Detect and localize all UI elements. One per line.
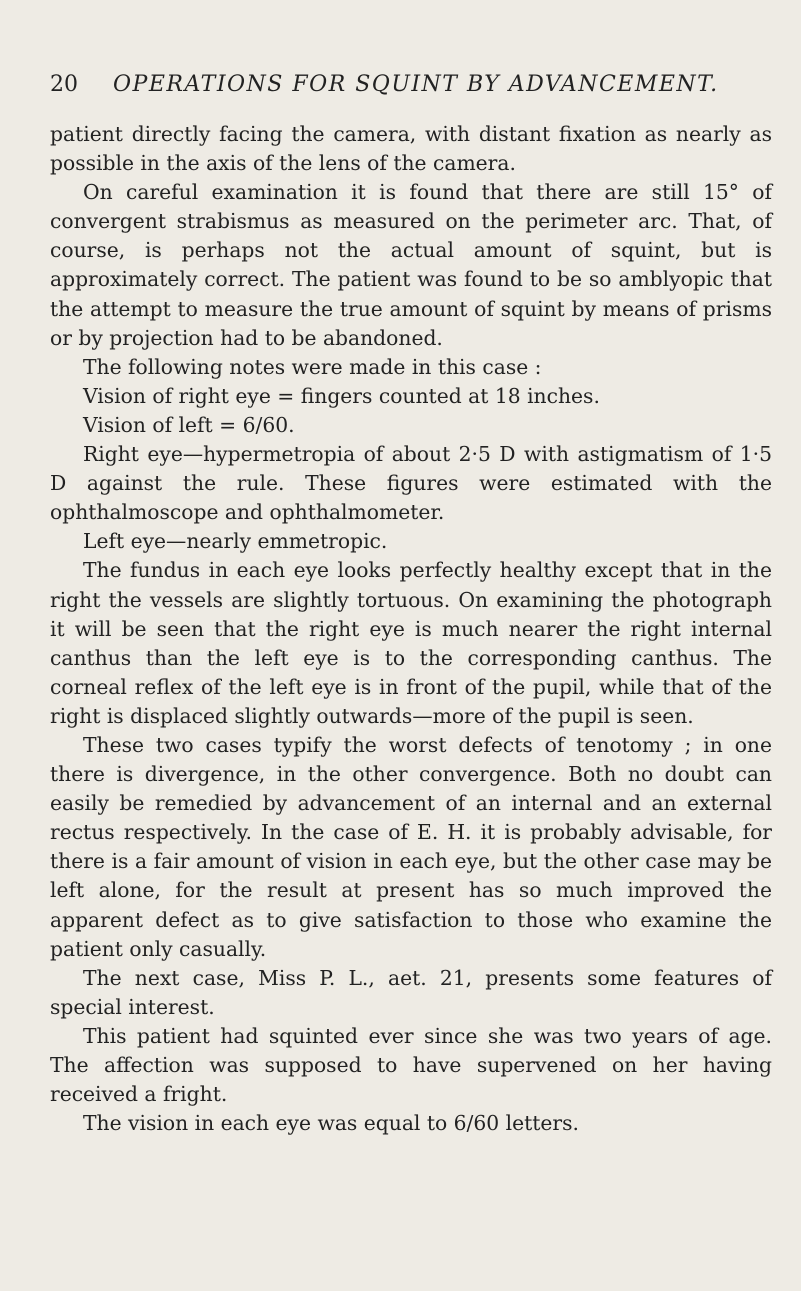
paragraph: Vision of right eye = fingers counted at 18 inches. — [83, 383, 600, 408]
running-title: OPERATIONS FOR SQUINT BY ADVANCEMENT. — [113, 72, 719, 97]
paragraph: The fundus in each eye looks perfectly healthy except that in the right the vessels are slightly tortuous. On examining the photograph it will be seen that the right eye is much nearer the right internal canthus than the left eye is to the corresponding canthus. The corneal reflex of the left eye is in front of the pupil, while that of the right is displaced slightly outwards—more of the pupil is seen. — [50, 558, 772, 728]
paragraph: This patient had squinted ever since she was two years of age. The affection was supposed to have supervened on her having received a fright. — [50, 1023, 772, 1107]
paragraph: On careful examination it is found that there are still 15° of convergent strabismus as measured on the perimeter arc. That, of course, is perhaps not the actual amount of squint, but is approximately correct. The patient was found to be so amblyopic that the attempt to measure the true amount of squint by means of prisms or by projection had to be abandoned. — [50, 180, 772, 350]
paragraph: patient directly facing the camera, with distant fixation as nearly as possible in the axis of the lens of the camera. — [50, 122, 772, 176]
paragraph: The vision in each eye was equal to 6/60 letters. — [83, 1111, 579, 1136]
body-text — [50, 120, 772, 1138]
running-header — [50, 70, 719, 100]
paragraph: These two cases typify the worst defects of tenotomy ; in one there is divergence, in the other convergence. Both no doubt can easily be remedied by advancement of an internal and an external rectus respectively. In the case of E. H. it is probably advisable, for there is a fair amount of vision in each eye, but the other case may be left alone, for the result at present has so much improved the apparent defect as to give satisfaction to those who examine the patient only casually. — [50, 732, 772, 961]
paragraph: Vision of left = 6/60. — [83, 412, 295, 437]
paragraph: The following notes were made in this case : — [83, 354, 542, 379]
paragraph: The next case, Miss P. L., aet. 21, presents some features of special interest. — [50, 965, 772, 1019]
page-number: 20 — [50, 72, 78, 97]
paragraph: Right eye—hypermetropia of about 2·5 D with astigmatism of 1·5 D against the rule. These figures were estimated with the ophthalmoscope and ophthalmometer. — [50, 442, 772, 525]
paragraph: Left eye—nearly emmetropic. — [83, 529, 388, 554]
